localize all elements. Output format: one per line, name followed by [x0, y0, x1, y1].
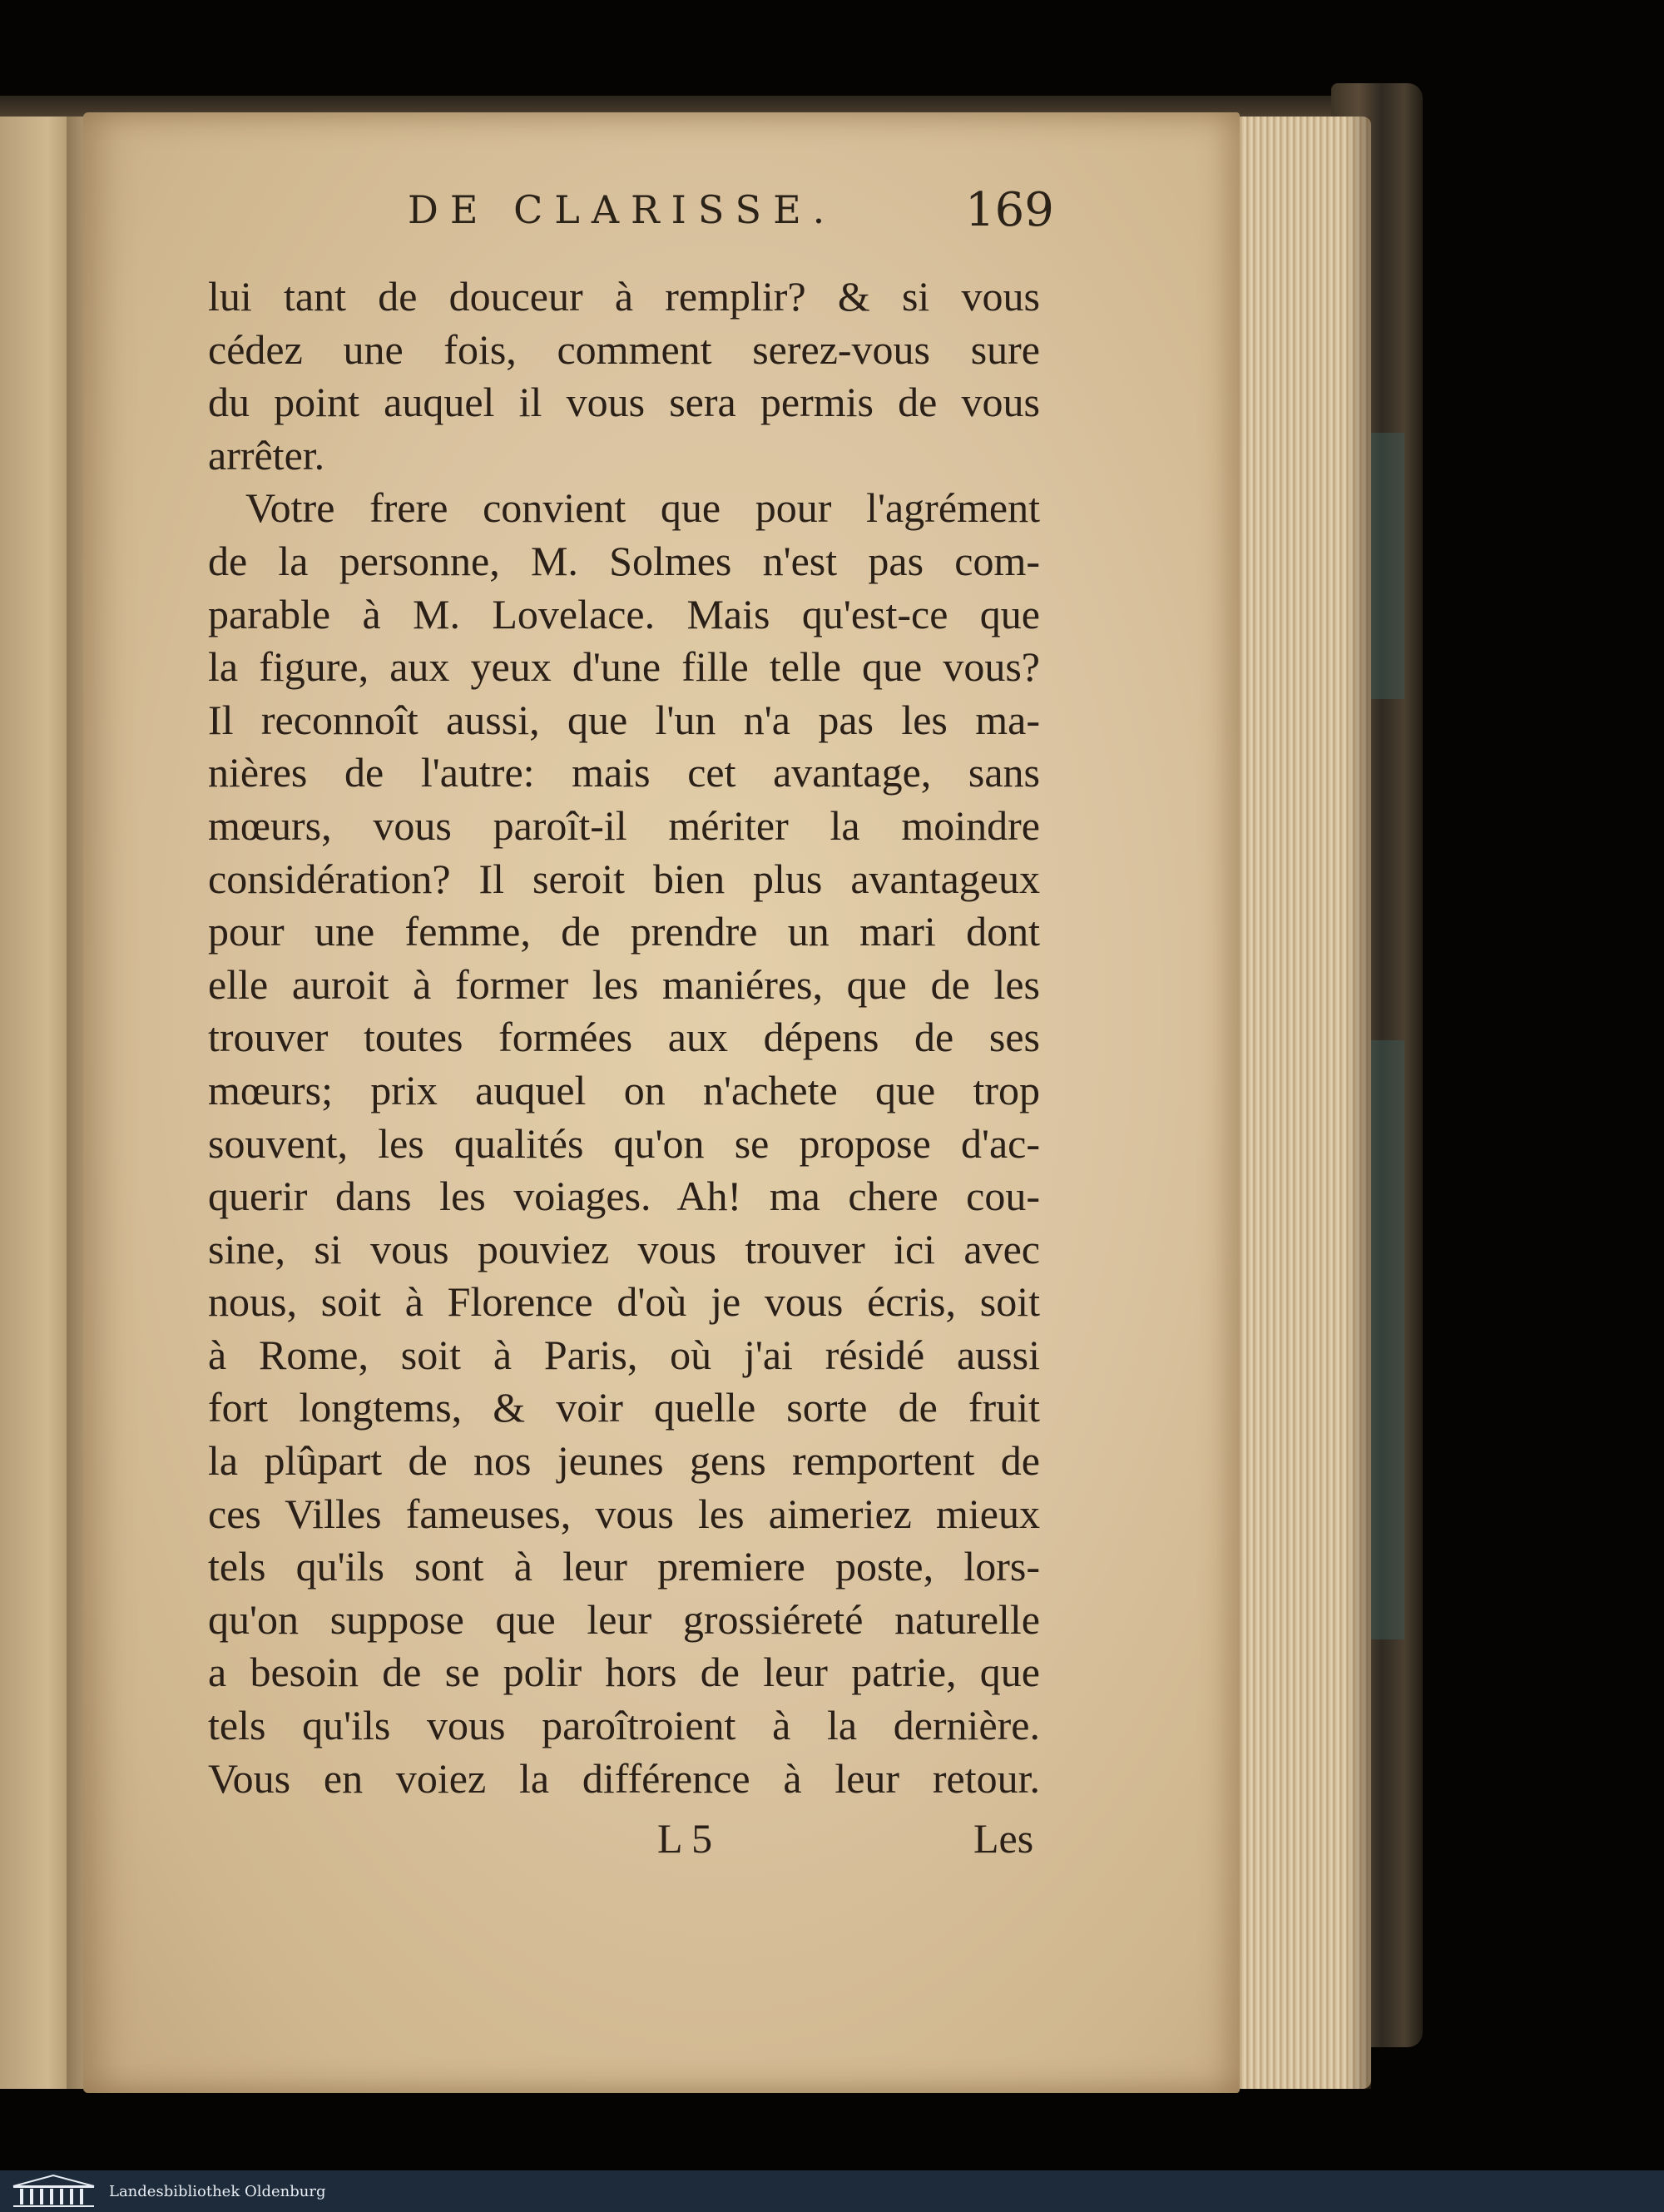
text-line: querir dans les voiages. Ah! ma chere cou- [208, 1173, 1040, 1220]
text-line: ces Villes fameuses, vous les aimeriez mieux [208, 1490, 1040, 1537]
text-line: parable à M. Lovelace. Mais qu'est-ce que [208, 590, 1040, 637]
text-line: arrêter. [208, 431, 325, 479]
library-building-icon [10, 2173, 97, 2210]
footer-bar [0, 2170, 1664, 2212]
body-text [208, 270, 1040, 1805]
text-line: qu'on suppose que leur grossiéreté naturelle [208, 1595, 1040, 1643]
text-line: tels qu'ils vous paroîtroient à la dernière. [208, 1702, 1040, 1749]
catchword: Les [973, 1815, 1034, 1862]
page-block-edges [1230, 117, 1371, 2089]
text-line: nières de l'autre: mais cet avantage, sans [208, 749, 1040, 796]
text-line: trouver toutes formées aux dépens de ses [208, 1014, 1040, 1061]
text-line: lui tant de douceur à remplir? & si vous [208, 273, 1040, 320]
text-line: considération? Il seroit bien plus avantageux [208, 855, 1040, 902]
text-line: Votre frere convient que pour l'agrément [245, 484, 1040, 532]
signature-mark: L 5 [657, 1815, 713, 1862]
text-line: Vous en voiez la différence à leur retour. [208, 1754, 1040, 1802]
text-line: de la personne, M. Solmes n'est pas com- [208, 537, 1040, 584]
text-line: nous, soit à Florence d'où je vous écris, soit [208, 1278, 1040, 1326]
text-line: Il reconnoît aussi, que l'un n'a pas les ma- [208, 696, 1040, 743]
text-line: elle auroit à former les maniéres, que de les [208, 960, 1040, 1008]
text-line: mœurs, vous paroît-il mériter la moindre [208, 801, 1040, 849]
text-line: sine, si vous pouviez vous trouver ici avec [208, 1225, 1040, 1272]
text-line: pour une femme, de prendre un mari dont [208, 908, 1040, 955]
library-name: Landesbibliothek Oldenburg [109, 2182, 326, 2200]
text-line: fort longtems, & voir quelle sorte de fruit [208, 1384, 1040, 1431]
text-line: souvent, les qualités qu'on se propose d'ac- [208, 1119, 1040, 1167]
running-head: DE CLARISSE. [408, 187, 837, 232]
text-line: a besoin de se polir hors de leur patrie, que [208, 1649, 1040, 1696]
text-line: la figure, aux yeux d'une fille telle que vous? [208, 643, 1040, 691]
text-line: mœurs; prix auquel on n'achete que trop [208, 1066, 1040, 1113]
page-number: 169 [965, 183, 1054, 237]
text-line: tels qu'ils sont à leur premiere poste, lors- [208, 1543, 1040, 1590]
text-line: à Rome, soit à Paris, où j'ai résidé aussi [208, 1331, 1040, 1378]
text-line: la plûpart de nos jeunes gens remportent de [208, 1437, 1040, 1485]
text-line: cédez une fois, comment serez-vous sure [208, 325, 1040, 373]
text-line: du point auquel il vous sera permis de vous [208, 379, 1040, 426]
